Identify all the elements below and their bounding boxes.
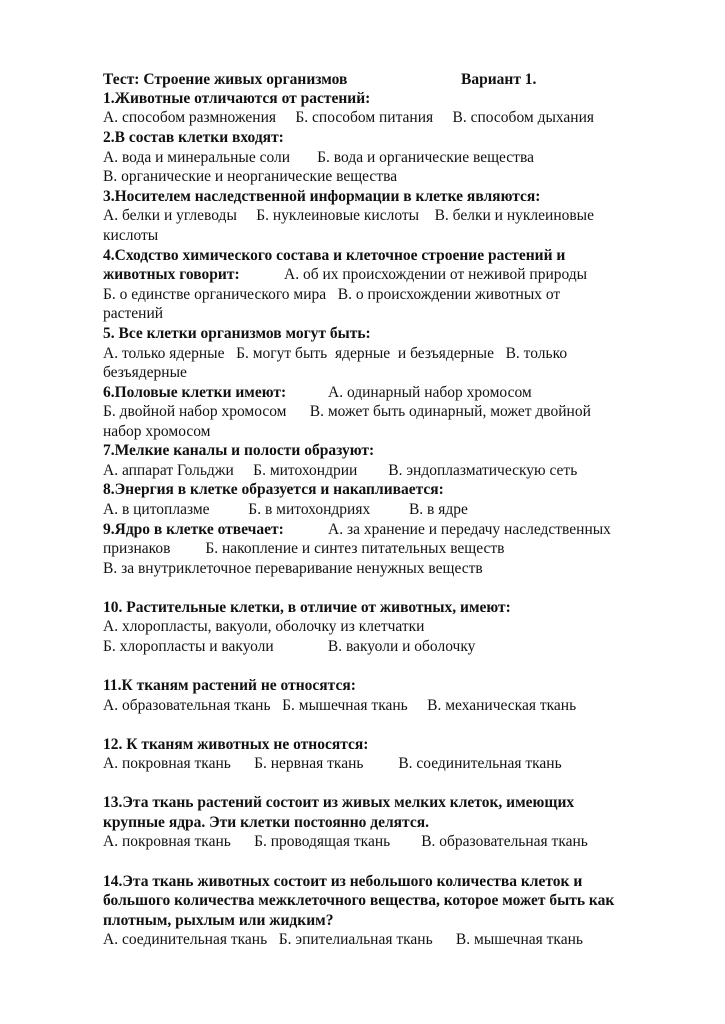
answers-1: А. способом размножения Б. способом питания В. способом дыхания — [103, 109, 595, 126]
answers-4-line-1: Б. о единстве органического мира В. о происхождении животных от — [103, 286, 561, 303]
question-7: 7.Мелкие каналы и полости образуют: — [103, 442, 375, 459]
question-9: 9.Ядро в клетке отвечает: — [103, 521, 284, 538]
question-1: 1.Животные отличаются от растений: — [103, 90, 371, 107]
answers-13: А. покровная ткань Б. проводящая ткань В. образовательная ткань — [103, 833, 588, 850]
question-14-line-1: 14.Эта ткань животных состоит из небольшого количества клеток и — [103, 873, 583, 890]
answers-14: А. соединительная ткань Б. эпителиальная ткань В. мышечная ткань — [103, 931, 583, 948]
answers-5-line-1: А. только ядерные Б. могут быть ядерные и безъядерные В. только — [103, 345, 568, 362]
answers-12: А. покровная ткань Б. нервная ткань В. соединительная ткань — [103, 755, 562, 772]
answers-2-line-1: А. вода и минеральные соли Б. вода и органические вещества — [103, 149, 534, 166]
question-4-line-2: животных говорит: — [103, 266, 240, 283]
question-8: 8.Энергия в клетке образуется и накапливается: — [103, 481, 444, 498]
question-3: 3.Носителем наследственной информации в клетке являются: — [103, 188, 541, 205]
variant-label: Вариант 1. — [461, 71, 537, 88]
question-10: 10. Растительные клетки, в отличие от животных, имеют: — [103, 599, 511, 616]
question-14-line-2: большого количества межклеточного вещества, которое может быть как — [103, 892, 615, 909]
question-2: 2.В состав клетки входят: — [103, 129, 284, 146]
test-title: Тест: Строение живых организмов — [103, 71, 348, 88]
answers-10-line-1: А. хлоропласты, вакуоли, оболочку из клетчатки — [103, 618, 425, 635]
answers-6-line-2: набор хромосом — [103, 423, 211, 440]
answers-11: А. образовательная ткань Б. мышечная ткань В. механическая ткань — [103, 697, 577, 714]
answers-3-line-2: кислоты — [103, 227, 159, 244]
question-11: 11.К тканям растений не относятся: — [103, 677, 356, 694]
answer-4-inline: А. об их происхождении от неживой природы — [284, 266, 588, 283]
question-12: 12. К тканям животных не относятся: — [103, 736, 369, 753]
question-13-line-1: 13.Эта ткань растений состоит из живых мелких клеток, имеющих — [103, 794, 575, 811]
question-5: 5. Все клетки организмов могут быть: — [103, 325, 371, 342]
answer-9-inline: А. за хранение и передачу наследственных — [328, 521, 611, 538]
answers-5-line-2: безъядерные — [103, 364, 187, 381]
question-13-line-2: крупные ядра. Эти клетки постоянно делятся. — [103, 814, 429, 831]
answers-9-line-1: признаков Б. накопление и синтез питательных веществ — [103, 540, 505, 557]
answers-8: А. в цитоплазме Б. в митохондриях В. в ядре — [103, 501, 468, 518]
answers-10-line-2: Б. хлоропласты и вакуоли В. вакуоли и оболочку — [103, 638, 476, 655]
question-4-line-1: 4.Сходство химического состава и клеточное строение растений и — [103, 247, 566, 264]
answers-4-line-2: растений — [103, 305, 164, 322]
answers-7: А. аппарат Гольджи Б. митохондрии В. эндоплазматическую сеть — [103, 462, 578, 479]
question-6: 6.Половые клетки имеют: — [103, 384, 287, 401]
answer-6-inline: А. одинарный набор хромосом — [328, 384, 532, 401]
answers-2-line-2: В. органические и неорганические вещества — [103, 168, 398, 185]
answers-9-line-2: В. за внутриклеточное переваривание ненужных веществ — [103, 560, 483, 577]
answers-3-line-1: А. белки и углеводы Б. нуклеиновые кислоты В. белки и нуклеиновые — [103, 207, 594, 224]
question-14-line-3: плотным, рыхлым или жидким? — [103, 912, 334, 929]
answers-6-line-1: Б. двойной набор хромосом В. может быть одинарный, может двойной — [103, 403, 591, 420]
